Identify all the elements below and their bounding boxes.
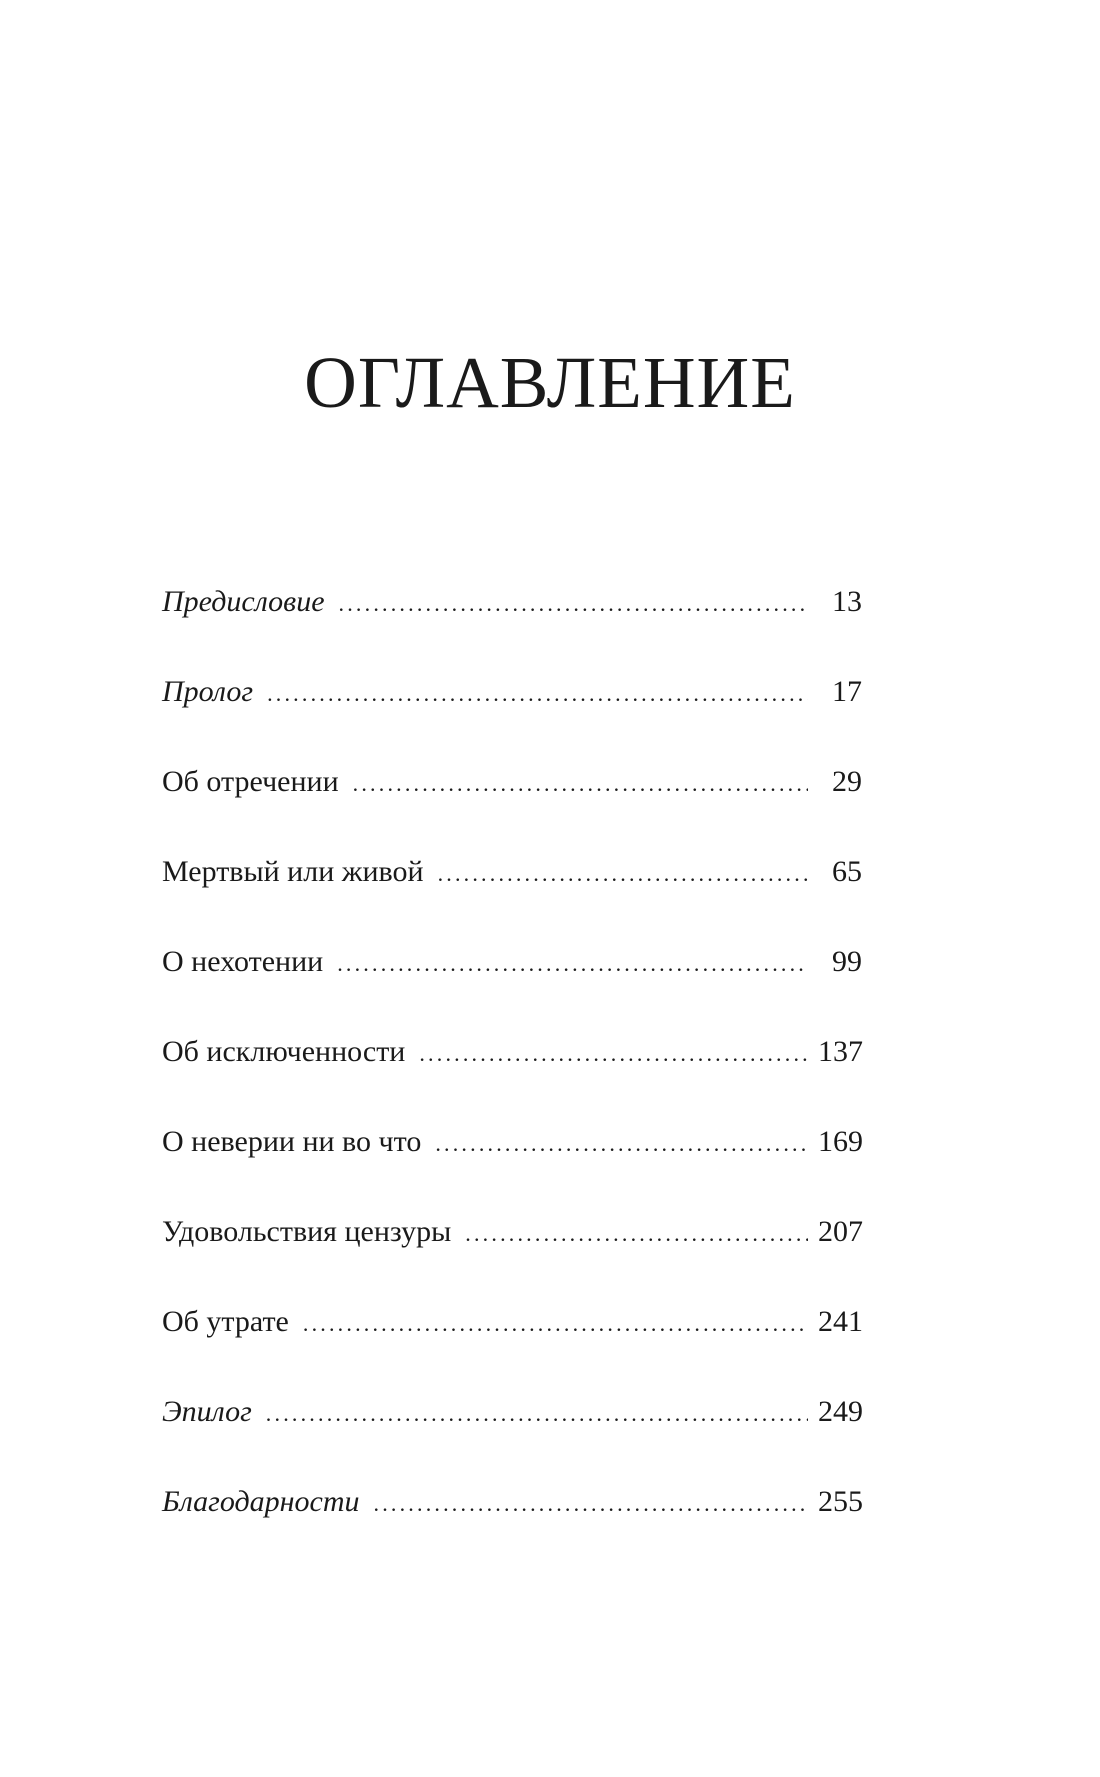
toc-entry-label: Об утрате [162,1305,289,1338]
dot-leader [339,574,808,634]
toc-entry-label: Благодарности [162,1485,360,1518]
dot-leader [435,1114,808,1174]
toc-entry-page-number: 241 [818,1305,863,1338]
dot-leader [465,1204,808,1264]
toc-entry-disbelief[interactable] [162,1112,862,1202]
toc-entry-dead-or-alive[interactable] [162,842,862,932]
toc-entry-unwillingness[interactable] [162,932,862,1022]
toc-entry-censorship[interactable] [162,1202,862,1292]
dot-leader [353,754,808,814]
toc-entry-label: Об исключенности [162,1035,406,1068]
toc-entry-page-number: 13 [832,585,862,618]
dot-leader [266,1384,808,1444]
toc-entry-page-number: 17 [832,675,862,708]
toc-entry-label: Пролог [162,675,254,708]
toc-entry-label: Удовольствия цензуры [162,1215,452,1248]
toc-entry-page-number: 249 [818,1395,863,1428]
toc-entry-page-number: 99 [832,945,862,978]
dot-leader [374,1474,809,1534]
toc-entry-page-number: 255 [818,1485,863,1518]
toc-entry-label: Эпилог [162,1395,252,1428]
toc-entry-label: Предисловие [162,585,325,618]
dot-leader [337,934,808,994]
dot-leader [438,844,808,904]
toc-entry-epilogue[interactable] [162,1382,862,1472]
toc-entry-label: О нехотении [162,945,324,978]
toc-entry-label: Мертвый или живой [162,855,424,888]
dot-leader [267,664,808,724]
toc-entry-page-number: 169 [818,1125,863,1158]
toc-entry-page-number: 207 [818,1215,863,1248]
toc-entry-renunciation[interactable] [162,752,862,842]
toc-entry-exclusion[interactable] [162,1022,862,1112]
dot-leader [303,1294,808,1354]
toc-entry-acknowledgements[interactable] [162,1472,862,1562]
table-of-contents [162,572,862,1562]
toc-entry-loss[interactable] [162,1292,862,1382]
toc-entry-page-number: 65 [832,855,862,888]
toc-entry-page-number: 29 [832,765,862,798]
toc-entry-label: Об отречении [162,765,339,798]
toc-entry-prologue[interactable] [162,662,862,752]
dot-leader [419,1024,808,1084]
page-title: ОГЛАВЛЕНИЕ [304,342,796,423]
toc-entry-page-number: 137 [818,1035,863,1068]
toc-entry-preface[interactable] [162,572,862,662]
toc-entry-label: О неверии ни во что [162,1125,422,1158]
